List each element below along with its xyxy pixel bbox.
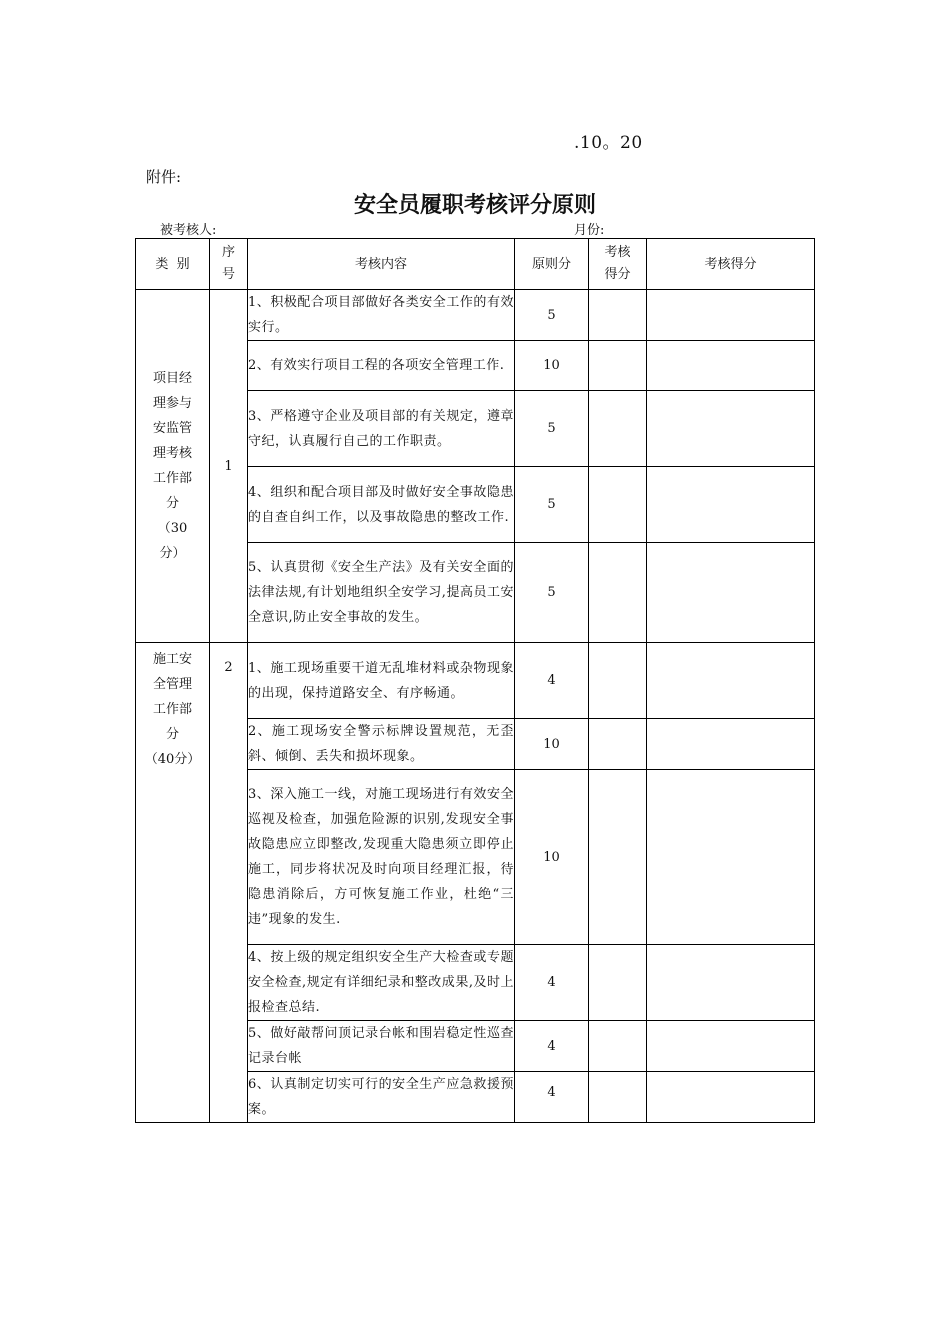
table-row: [136, 643, 815, 719]
content-cell: 3、严格遵守企业及项目部的有关规定，遵章守纪，认真履行自己的工作职责。: [248, 391, 515, 467]
content-cell: 6、认真制定切实可行的安全生产应急救援预案。: [248, 1072, 515, 1123]
category-cell-2: 施工安 全管理 工作部 分 （40分）: [136, 643, 210, 1123]
evaluation-table: [135, 238, 815, 1123]
final-score-cell[interactable]: [647, 719, 815, 770]
header-base-score: 原则分: [515, 239, 589, 290]
final-score-cell[interactable]: [647, 467, 815, 543]
self-score-cell[interactable]: [589, 467, 647, 543]
self-score-cell[interactable]: [589, 543, 647, 643]
self-score-cell[interactable]: [589, 290, 647, 341]
header-seq-bottom: 号: [221, 267, 235, 282]
table-row: [136, 290, 815, 341]
attachment-label: 附件:: [146, 168, 182, 186]
content-cell: 5、做好敲帮问顶记录台帐和围岩稳定性巡查记录台帐: [248, 1021, 515, 1072]
header-self-score-top: 考核: [604, 245, 631, 260]
base-score-cell: 4: [515, 643, 589, 719]
header-category: 类 别: [136, 239, 210, 290]
content-cell: 1、施工现场重要干道无乱堆材料或杂物现象的出现，保持道路安全、有序畅通。: [248, 643, 515, 719]
base-score-cell: 4: [515, 1072, 589, 1123]
self-score-cell[interactable]: [589, 1072, 647, 1123]
self-score-cell[interactable]: [589, 391, 647, 467]
header-self-score: [589, 239, 647, 290]
self-score-cell[interactable]: [589, 643, 647, 719]
base-score-cell: 5: [515, 467, 589, 543]
content-cell: 3、深入施工一线，对施工现场进行有效安全巡视及检查，加强危险源的识别,发现安全事故隐患应立即整改,发现重大隐患须立即停止施工，同步将状况及时向项目经理汇报，待隐患消除后，方可恢复施工作业，杜绝“三违”现象的发生.: [248, 770, 515, 945]
base-score-cell: 5: [515, 543, 589, 643]
content-cell: 4、按上级的规定组织安全生产大检查或专题安全检查,规定有详细纪录和整改成果,及时上报检查总结.: [248, 945, 515, 1021]
table-header-row: [136, 239, 815, 290]
content-cell: 2、有效实行项目工程的各项安全管理工作.: [248, 341, 515, 391]
base-score-cell: 5: [515, 290, 589, 341]
content-cell: 5、认真贯彻《安全生产法》及有关安全面的法律法规,有计划地组织全安学习,提高员工安全意识,防止安全事故的发生。: [248, 543, 515, 643]
self-score-cell[interactable]: [589, 719, 647, 770]
self-score-cell[interactable]: [589, 770, 647, 945]
self-score-cell[interactable]: [589, 341, 647, 391]
base-score-cell: 10: [515, 770, 589, 945]
document-title: 安全员履职考核评分原则: [353, 193, 596, 218]
final-score-cell[interactable]: [647, 543, 815, 643]
final-score-cell[interactable]: [647, 945, 815, 1021]
content-cell: 4、组织和配合项目部及时做好安全事故隐患的自查自纠工作，以及事故隐患的整改工作.: [248, 467, 515, 543]
final-score-cell[interactable]: [647, 643, 815, 719]
content-cell: 1、积极配合项目部做好各类安全工作的有效实行。: [248, 290, 515, 341]
document-date: .10。20: [574, 133, 643, 153]
final-score-cell[interactable]: [647, 341, 815, 391]
header-seq-top: 序: [221, 245, 235, 260]
base-score-cell: 4: [515, 1021, 589, 1072]
header-self-score-bottom: 得分: [604, 267, 631, 282]
final-score-cell[interactable]: [647, 1072, 815, 1123]
header-content: 考核内容: [248, 239, 515, 290]
final-score-cell[interactable]: [647, 290, 815, 341]
final-score-cell[interactable]: [647, 770, 815, 945]
category-cell-1: 项目经 理参与 安监管 理考核 工作部 分 （30 分）: [136, 290, 210, 643]
header-final-score: 考核得分: [647, 239, 815, 290]
final-score-cell[interactable]: [647, 391, 815, 467]
month-label: 月份:: [574, 223, 605, 238]
self-score-cell[interactable]: [589, 945, 647, 1021]
seq-cell-1: 1: [210, 290, 248, 643]
seq-cell-2: 2: [210, 643, 248, 1123]
base-score-cell: 4: [515, 945, 589, 1021]
base-score-cell: 10: [515, 719, 589, 770]
base-score-cell: 10: [515, 341, 589, 391]
base-score-cell: 5: [515, 391, 589, 467]
content-cell: 2、施工现场安全警示标牌设置规范，无歪斜、倾倒、丢失和损坏现象。: [248, 719, 515, 770]
header-seq: [210, 239, 248, 290]
final-score-cell[interactable]: [647, 1021, 815, 1072]
self-score-cell[interactable]: [589, 1021, 647, 1072]
assessee-label: 被考核人:: [160, 223, 217, 238]
